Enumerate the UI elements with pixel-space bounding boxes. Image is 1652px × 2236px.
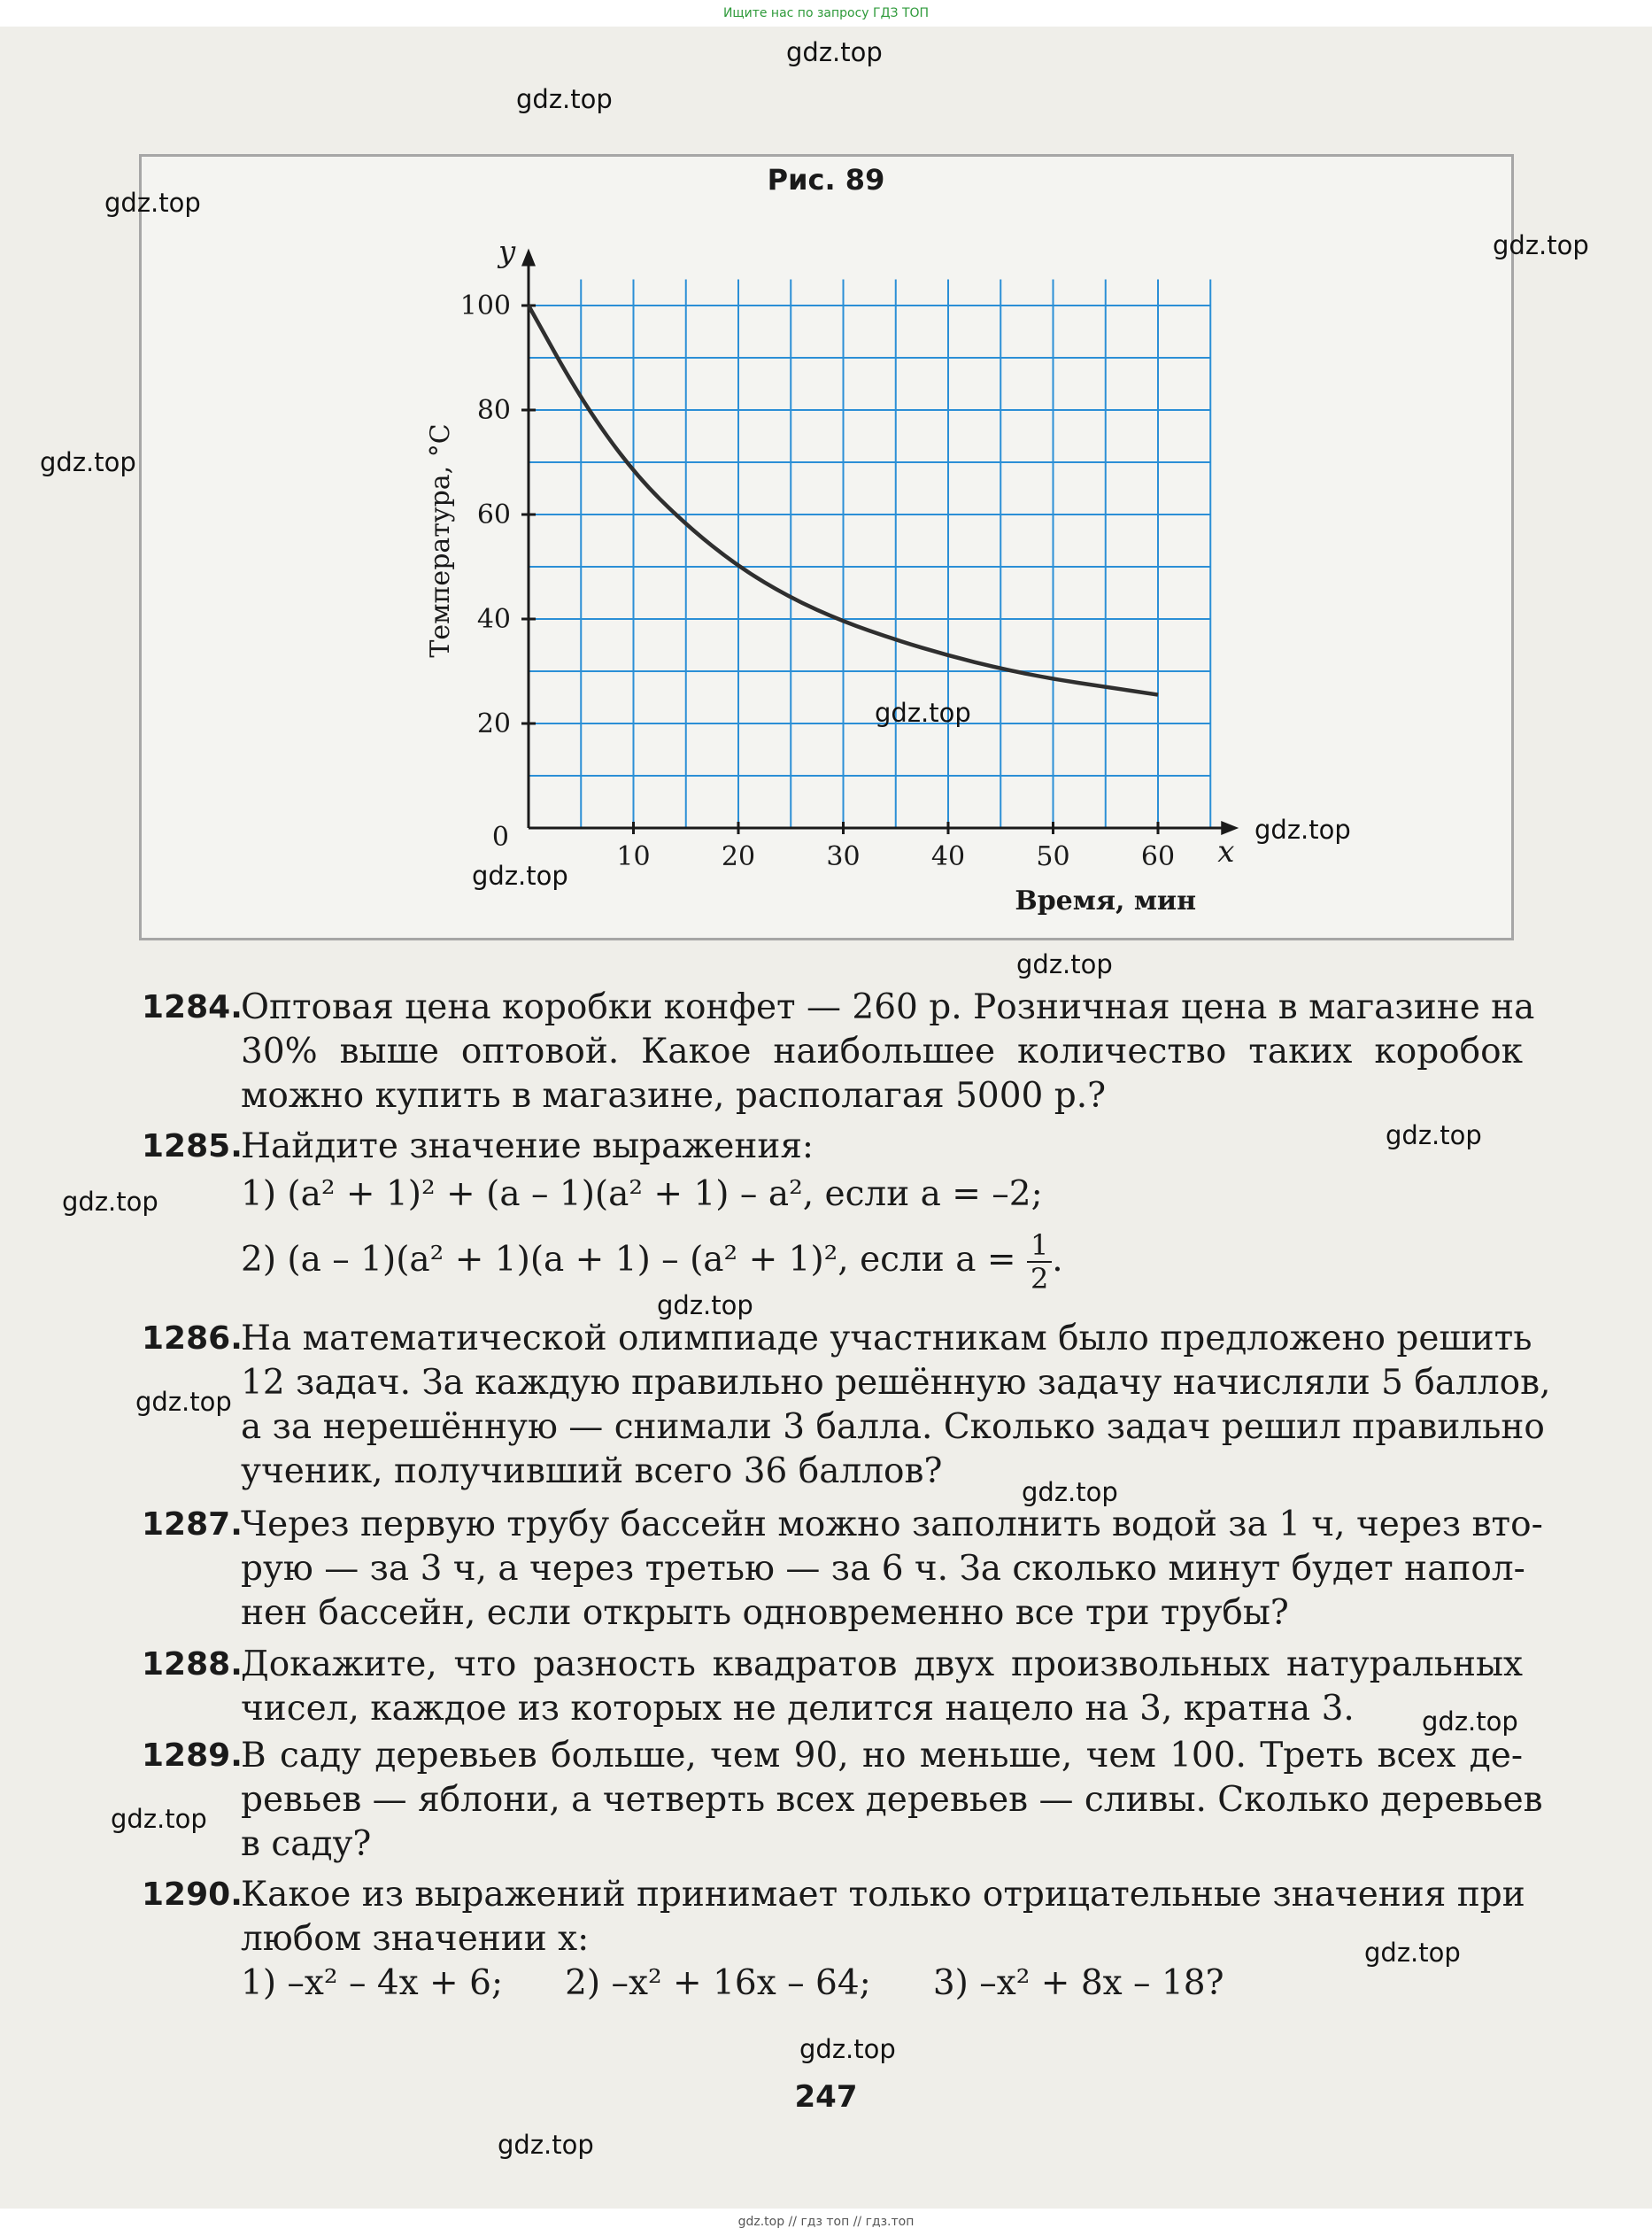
temperature-chart	[416, 239, 1239, 930]
problem-line: в саду?	[241, 1824, 372, 1864]
watermark: gdz.top	[135, 1387, 232, 1417]
y-tick-label: 40	[476, 604, 511, 635]
y-tick-label: 80	[476, 395, 511, 426]
watermark: gdz.top	[1386, 1120, 1482, 1150]
watermark: gdz.top	[62, 1187, 158, 1217]
watermark: gdz.top	[799, 2034, 896, 2064]
watermark: gdz.top	[657, 1290, 753, 1320]
fraction-suffix: .	[1052, 1240, 1063, 1280]
y-axis-letter: y	[498, 239, 516, 270]
problem-line: В саду деревьев больше, чем 90, но меньше, чем 100. Треть всех де-	[241, 1736, 1523, 1776]
problem-number: 1285.	[142, 1128, 243, 1164]
watermark: gdz.top	[111, 1804, 207, 1834]
x-tick-label: 20	[721, 841, 756, 872]
watermark: gdz.top	[786, 37, 883, 67]
watermark: gdz.top	[1016, 949, 1113, 979]
watermark: gdz.top	[1493, 230, 1589, 260]
watermark: gdz.top	[40, 447, 136, 477]
problem-1290	[142, 1873, 1523, 2006]
problem-line: нен бассейн, если открыть одновременно все три трубы?	[241, 1593, 1289, 1633]
y-axis-arrow	[521, 249, 536, 267]
fraction	[1027, 1229, 1052, 1295]
problem-number: 1290.	[142, 1876, 243, 1913]
problem-line: ревьев — яблони, а четверть всех деревьев — сливы. Сколько деревьев	[241, 1780, 1543, 1820]
watermark: gdz.top	[1422, 1706, 1518, 1737]
problem-number: 1286.	[142, 1320, 243, 1357]
problem-number: 1289.	[142, 1737, 243, 1774]
problem-number: 1288.	[142, 1646, 243, 1683]
y-axis-label: Температура, °С	[425, 423, 456, 658]
problem-1286	[142, 1317, 1551, 1494]
bottom-banner[interactable]: gdz.top // гдз топ // гдз.топ	[0, 2209, 1652, 2236]
problem-line: Какое из выражений принимает только отрицательные значения при	[241, 1875, 1525, 1915]
answer-option: 1) –x² – 4x + 6;	[241, 1963, 504, 2003]
problem-line: 1) (a² + 1)² + (a – 1)(a² + 1) – a², если a = –2;	[241, 1174, 1043, 1214]
problem-1289	[142, 1734, 1543, 1867]
watermark: gdz.top	[875, 698, 971, 728]
answer-option: 2) –x² + 16x – 64;	[565, 1963, 871, 2003]
problem-1287	[142, 1503, 1543, 1636]
problem-line: чисел, каждое из которых не делится нацело на 3, кратна 3.	[241, 1689, 1355, 1729]
problem-line: Оптовая цена коробки конфет — 260 р. Розничная цена в магазине на	[241, 987, 1535, 1027]
problem-line: можно купить в магазине, располагая 5000 р.?	[241, 1076, 1106, 1116]
answer-option: 3) –x² + 8x – 18?	[932, 1963, 1224, 2003]
watermark: gdz.top	[498, 2130, 594, 2160]
x-axis-label: Время, мин	[1015, 886, 1197, 917]
origin-label: 0	[491, 822, 509, 853]
problem-line: ученик, получивший всего 36 баллов?	[241, 1451, 943, 1491]
problem-line: 30% выше оптовой. Какое наибольшее количество таких коробок	[241, 1032, 1523, 1072]
watermark: gdz.top	[516, 84, 613, 114]
watermark: gdz.top	[104, 188, 201, 218]
x-tick-label: 10	[616, 841, 651, 872]
figure-title: Рис. 89	[767, 163, 885, 197]
fraction-numerator: 1	[1027, 1229, 1052, 1263]
x-tick-label: 40	[930, 841, 966, 872]
x-tick-label: 60	[1140, 841, 1176, 872]
x-axis-arrow	[1221, 821, 1239, 835]
problem-1284	[142, 986, 1535, 1118]
expression-text: 2) (a – 1)(a² + 1)(a + 1) – (a² + 1)², если a =	[241, 1240, 1016, 1280]
y-tick-label: 60	[476, 499, 511, 530]
answer-options	[142, 1961, 1523, 2006]
problem-line: рую — за 3 ч, а через третью — за 6 ч. За сколько минут будет напол-	[241, 1549, 1525, 1589]
problem-line: Найдите значение выражения:	[241, 1126, 814, 1166]
y-tick-label: 20	[476, 708, 511, 739]
problem-line: Докажите, что разность квадратов двух произвольных натуральных	[241, 1644, 1523, 1684]
problem-number: 1284.	[142, 989, 243, 1025]
problem-line: Через первую трубу бассейн можно заполнить водой за 1 ч, через вто-	[241, 1505, 1543, 1544]
problem-line-with-fraction	[142, 1229, 1523, 1295]
problem-1288	[142, 1643, 1523, 1731]
watermark: gdz.top	[472, 861, 568, 891]
watermark: gdz.top	[1022, 1477, 1118, 1507]
y-tick-label: 100	[459, 290, 511, 321]
watermark: gdz.top	[1364, 1938, 1461, 1968]
x-tick-label: 50	[1036, 841, 1070, 872]
page-number: 247	[794, 2079, 858, 2115]
problem-line: а за нерешённую — снимали 3 балла. Сколько задач решил правильно	[241, 1407, 1545, 1447]
problem-line: любом значении x:	[241, 1919, 590, 1959]
problem-line: 12 задач. За каждую правильно решённую задачу начисляли 5 баллов,	[241, 1363, 1551, 1403]
watermark: gdz.top	[1254, 815, 1351, 845]
x-axis-letter: x	[1217, 834, 1235, 870]
problem-number: 1287.	[142, 1506, 243, 1543]
fraction-denominator: 2	[1030, 1262, 1049, 1296]
x-tick-label: 30	[826, 841, 861, 872]
problem-1285	[142, 1125, 1523, 1295]
top-banner[interactable]: Ищите нас по запросу ГДЗ ТОП	[0, 0, 1652, 27]
problem-line: На математической олимпиаде участникам было предложено решить	[241, 1319, 1532, 1358]
